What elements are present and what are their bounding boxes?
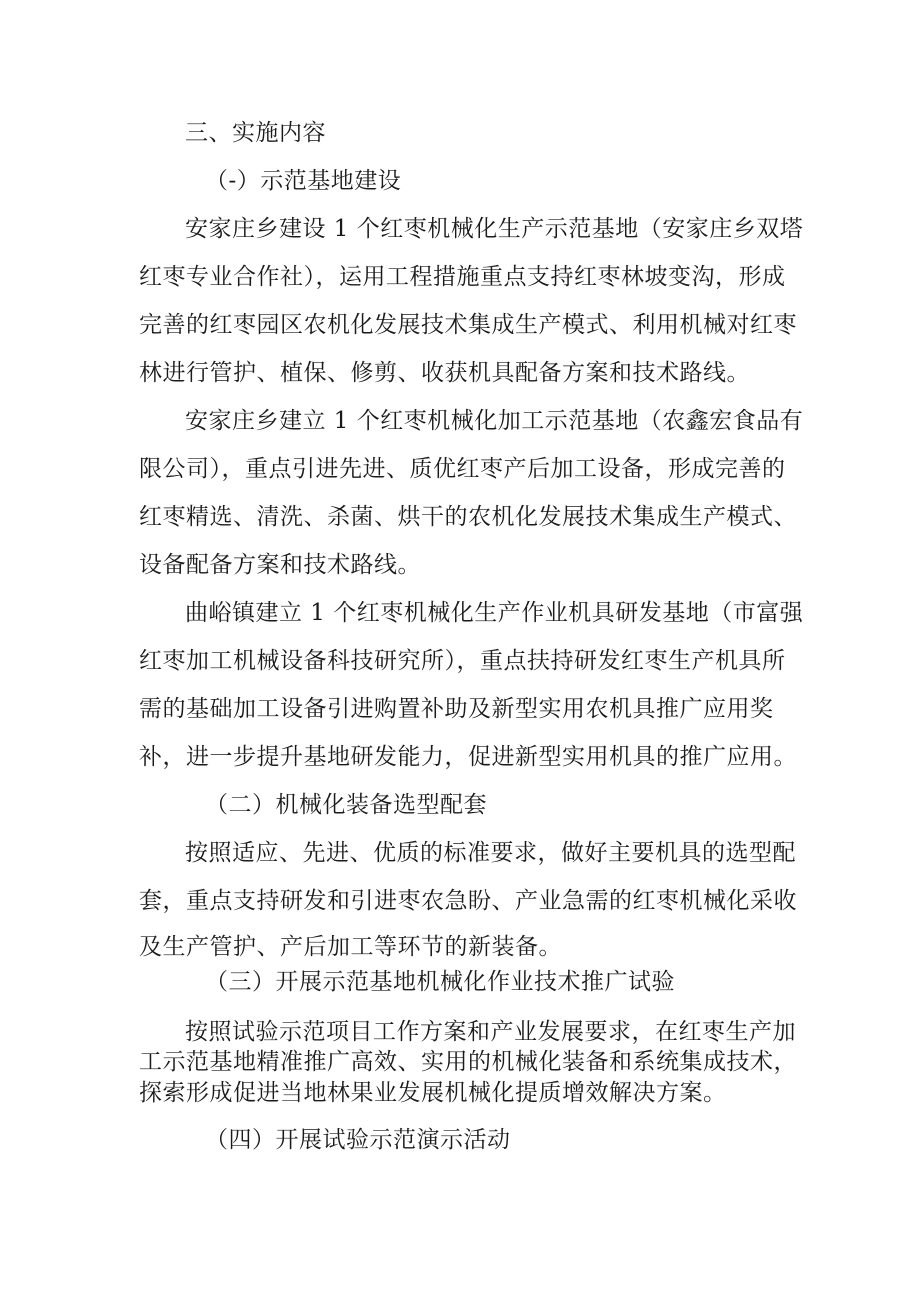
paragraph-line: 补，进一步提升基地研发能力，促进新型实用机具的推广应用。 bbox=[139, 744, 797, 770]
paragraph-line: 按照试验示范项目工作方案和产业发展要求，在红枣生产加 bbox=[185, 1019, 796, 1045]
subsection-title-1: （-）示范基地建设 bbox=[205, 168, 402, 194]
paragraph-line: 探索形成促进当地林果业发展机械化提质增效解决方案。 bbox=[139, 1080, 727, 1106]
subsection-title-3: （三）开展示范基地机械化作业技术推广试验 bbox=[205, 969, 675, 995]
paragraph-line: 及生产管护、产后加工等环节的新装备。 bbox=[139, 934, 562, 960]
paragraph-line: 安家庄乡建立 1 个红枣机械化加工示范基地（农鑫宏食品有 bbox=[185, 408, 804, 434]
paragraph-line: 工示范基地精准推广高效、实用的机械化装备和系统集成技术， bbox=[139, 1049, 797, 1075]
paragraph-line: 安家庄乡建设 1 个红枣机械化生产示范基地（安家庄乡双塔 bbox=[185, 216, 804, 242]
paragraph-line: 套，重点支持研发和引进枣农急盼、产业急需的红枣机械化采收 bbox=[139, 888, 797, 914]
paragraph-line: 红枣精选、清洗、杀菌、烘干的农机化发展技术集成生产模式、 bbox=[139, 504, 797, 530]
paragraph-line: 按照适应、先进、优质的标准要求，做好主要机具的选型配 bbox=[185, 840, 796, 866]
paragraph-line: 红枣专业合作社），运用工程措施重点支持红枣林坡变沟，形成 bbox=[139, 264, 786, 290]
subsection-title-2: （二）机械化装备选型配套 bbox=[205, 792, 487, 818]
paragraph-line: 曲峪镇建立 1 个红枣机械化生产作业机具研发基地（市富强 bbox=[185, 600, 804, 626]
paragraph-line: 需的基础加工设备引进购置补助及新型实用农机具推广应用奖 bbox=[139, 696, 774, 722]
paragraph-line: 完善的红枣园区农机化发展技术集成生产模式、利用机械对红枣 bbox=[139, 312, 797, 338]
paragraph-line: 红枣加工机械设备科技研究所），重点扶持研发红枣生产机具所 bbox=[139, 648, 786, 674]
subsection-title-4: （四）开展试验示范演示活动 bbox=[205, 1127, 511, 1153]
section-title: 三、实施内容 bbox=[185, 120, 326, 146]
paragraph-line: 设备配备方案和技术路线。 bbox=[139, 552, 421, 578]
paragraph-line: 林进行管护、植保、修剪、收获机具配备方案和技术路线。 bbox=[139, 360, 750, 386]
paragraph-line: 限公司），重点引进先进、质优红枣产后加工设备，形成完善的 bbox=[139, 456, 786, 482]
